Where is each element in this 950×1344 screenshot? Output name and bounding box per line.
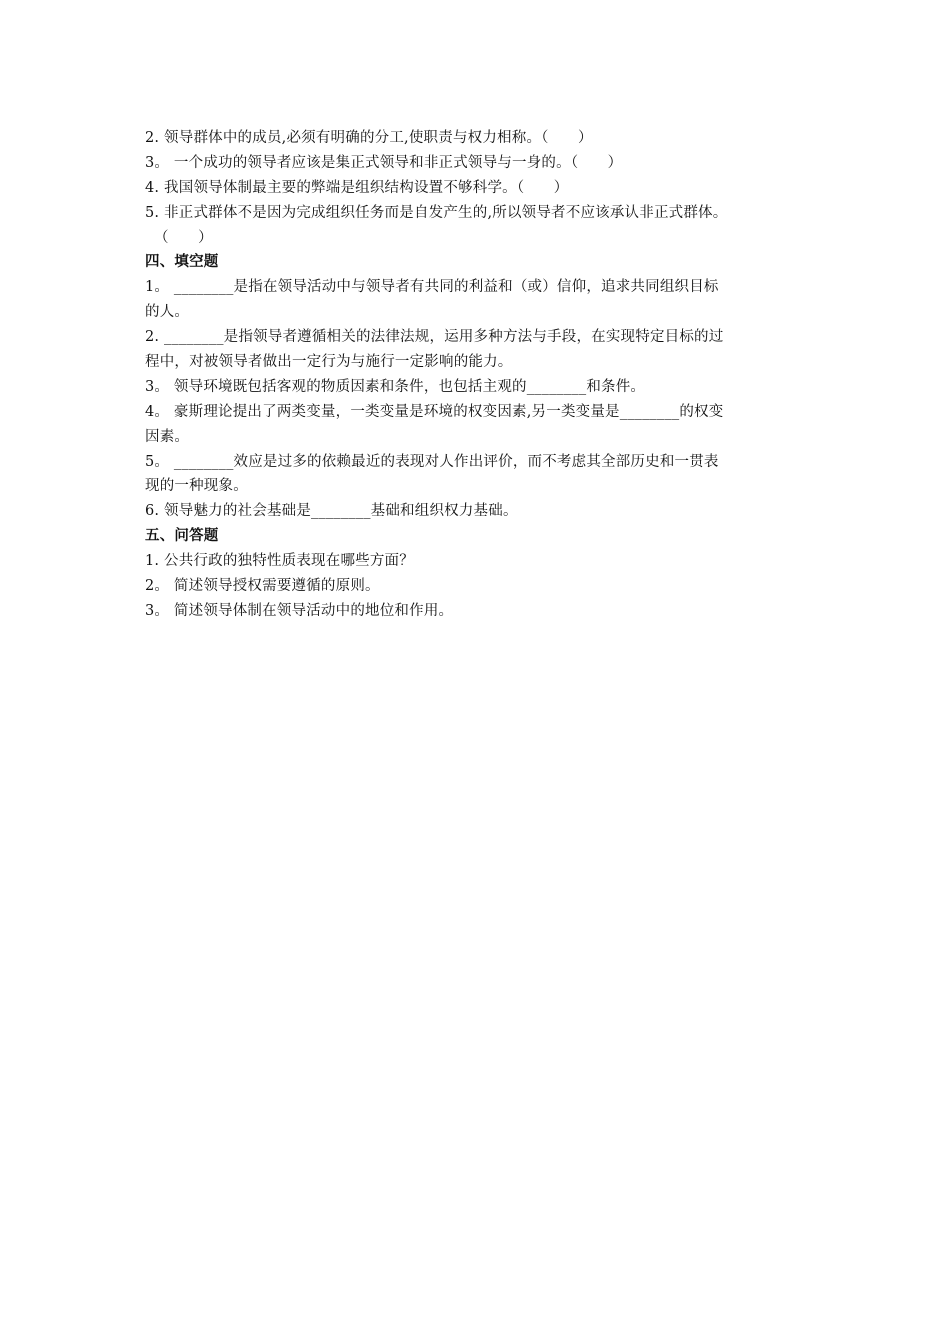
fill-blank-heading: 四、填空题 <box>145 254 219 271</box>
fill-blank-item-3: 3。 领导环境既包括客观的物质因素和条件，也包括主观的________和条件。 <box>145 378 646 395</box>
fill-blank-item-5-cont: 现的一种现象。 <box>145 478 248 495</box>
judgement-item-4: 4. 我国领导体制最主要的弊端是组织结构设置不够科学。（ ） <box>145 179 569 196</box>
judgement-item-2: 2. 领导群体中的成员,必须有明确的分工,使职责与权力相称。（ ） <box>145 130 593 146</box>
qa-item-3: 3。 简述领导体制在领导活动中的地位和作用。 <box>145 602 454 619</box>
document-page <box>145 126 825 624</box>
fill-blank-item-1: 1。 ________是指在领导活动中与领导者有共同的利益和（或）信仰，追求共同组织目标 <box>145 279 719 296</box>
fill-blank-item-2: 2. ________是指领导者遵循相关的法律法规，运用多种方法与手段，在实现特定目标的过 <box>145 329 724 346</box>
judgement-item-5-bracket: （ ） <box>154 229 213 246</box>
fill-blank-item-2-cont: 程中，对被领导者做出一定行为与施行一定影响的能力。 <box>145 354 513 371</box>
qa-item-1: 1. 公共行政的独特性质表现在哪些方面？ <box>145 553 414 570</box>
judgement-item-3: 3。 一个成功的领导者应该是集正式领导和非正式领导与一身的。（ ） <box>145 154 623 171</box>
fill-blank-item-4: 4。 豪斯理论提出了两类变量，一类变量是环境的权变因素,另一类变量是________的权变 <box>145 403 724 420</box>
qa-item-2: 2。 简述领导授权需要遵循的原则。 <box>145 578 380 595</box>
fill-blank-item-5: 5。 ________效应是过多的依赖最近的表现对人作出评价，而不考虑其全部历史和一贯表 <box>145 453 719 470</box>
judgement-item-5: 5. 非正式群体不是因为完成组织任务而是自发产生的,所以领导者不应该承认非正式群体。 <box>145 204 728 221</box>
qa-heading: 五、问答题 <box>145 528 219 545</box>
fill-blank-item-1-cont: 的人。 <box>145 304 190 321</box>
fill-blank-item-4-cont: 因素。 <box>145 428 190 445</box>
fill-blank-item-6: 6. 领导魅力的社会基础是________基础和组织权力基础。 <box>145 503 518 520</box>
